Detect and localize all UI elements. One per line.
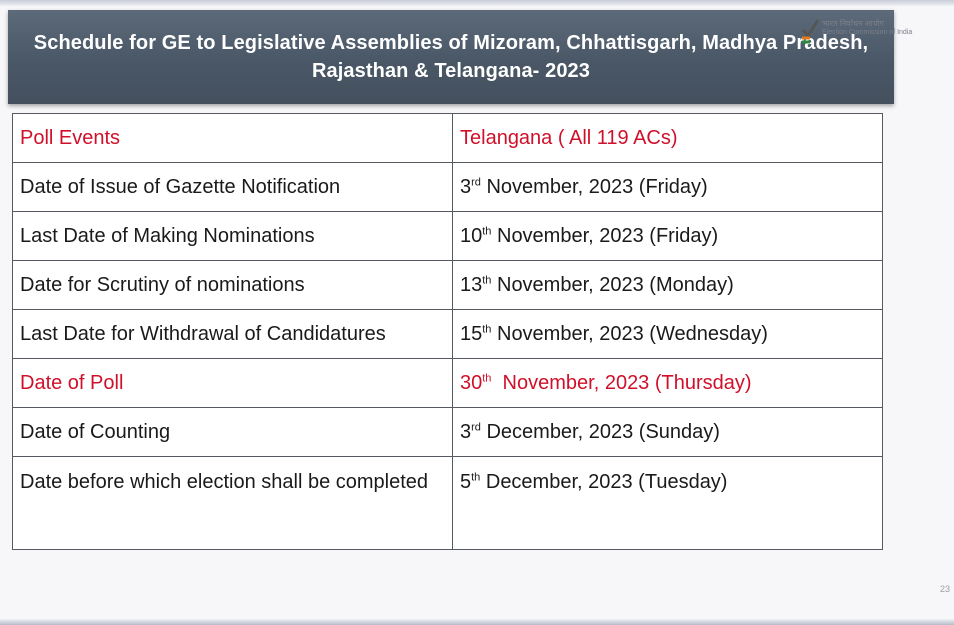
date-rest: November, 2023 (Friday) [491, 225, 719, 247]
date-value: 5 [460, 471, 472, 493]
event-cell: Date of Issue of Gazette Notification [13, 163, 453, 212]
date-value: 30 [460, 372, 483, 394]
schedule-table [12, 113, 883, 550]
date-value: 13 [460, 274, 483, 296]
date-value: 3 [460, 176, 472, 198]
date-cell [453, 408, 883, 457]
event-cell: Date of Poll [13, 359, 453, 408]
event-cell: Poll Events [13, 114, 453, 163]
page-title: Schedule for GE to Legislative Assemblies of Mizoram, Chhattisgarh, Madhya Pradesh, Rajasthan & Telangana- 2023 [33, 32, 869, 82]
table-row [13, 408, 883, 457]
event-cell: Last Date for Withdrawal of Candidatures [13, 310, 453, 359]
title-banner [8, 10, 894, 104]
slide-top-border [0, 0, 954, 6]
date-rest: November, 2023 (Friday) [480, 176, 708, 198]
date-cell [453, 457, 883, 550]
date-ordinal-suffix: th [482, 274, 492, 287]
date-ordinal-suffix: rd [471, 176, 481, 189]
ballot-tick-icon [800, 16, 820, 44]
table-row [13, 310, 883, 359]
date-ordinal-suffix: th [471, 471, 481, 484]
table-row [13, 261, 883, 310]
table-row [13, 212, 883, 261]
table-row [13, 114, 883, 163]
date-cell [453, 359, 883, 408]
eci-logo [800, 16, 950, 46]
date-ordinal-suffix: th [482, 323, 492, 336]
date-cell [453, 163, 883, 212]
date-value: 15 [460, 323, 483, 345]
date-rest: December, 2023 (Tuesday) [480, 471, 728, 493]
date-ordinal-suffix: th [482, 372, 492, 385]
event-cell: Last Date of Making Nominations [13, 212, 453, 261]
date-value: Telangana ( All 119 ACs) [460, 127, 678, 149]
event-cell: Date of Counting [13, 408, 453, 457]
date-value: 3 [460, 421, 472, 443]
date-rest: November, 2023 (Thursday) [491, 372, 752, 394]
logo-text-english: Election Commission of India [822, 29, 913, 36]
date-rest: November, 2023 (Monday) [491, 274, 734, 296]
event-cell: Date before which election shall be completed [13, 457, 453, 550]
date-rest: November, 2023 (Wednesday) [491, 323, 768, 345]
date-ordinal-suffix: rd [471, 421, 481, 434]
slide-bottom-border [0, 619, 954, 625]
logo-text-hindi: भारत निर्वाचन आयोग [822, 19, 884, 28]
table-row [13, 359, 883, 408]
date-ordinal-suffix: th [482, 225, 492, 238]
event-cell: Date for Scrutiny of nominations [13, 261, 453, 310]
page-number: 23 [940, 584, 951, 594]
table-row [13, 457, 883, 550]
date-cell [453, 212, 883, 261]
date-cell [453, 310, 883, 359]
date-cell [453, 114, 883, 163]
date-rest: December, 2023 (Sunday) [480, 421, 720, 443]
table-row [13, 163, 883, 212]
date-cell [453, 261, 883, 310]
date-value: 10 [460, 225, 483, 247]
